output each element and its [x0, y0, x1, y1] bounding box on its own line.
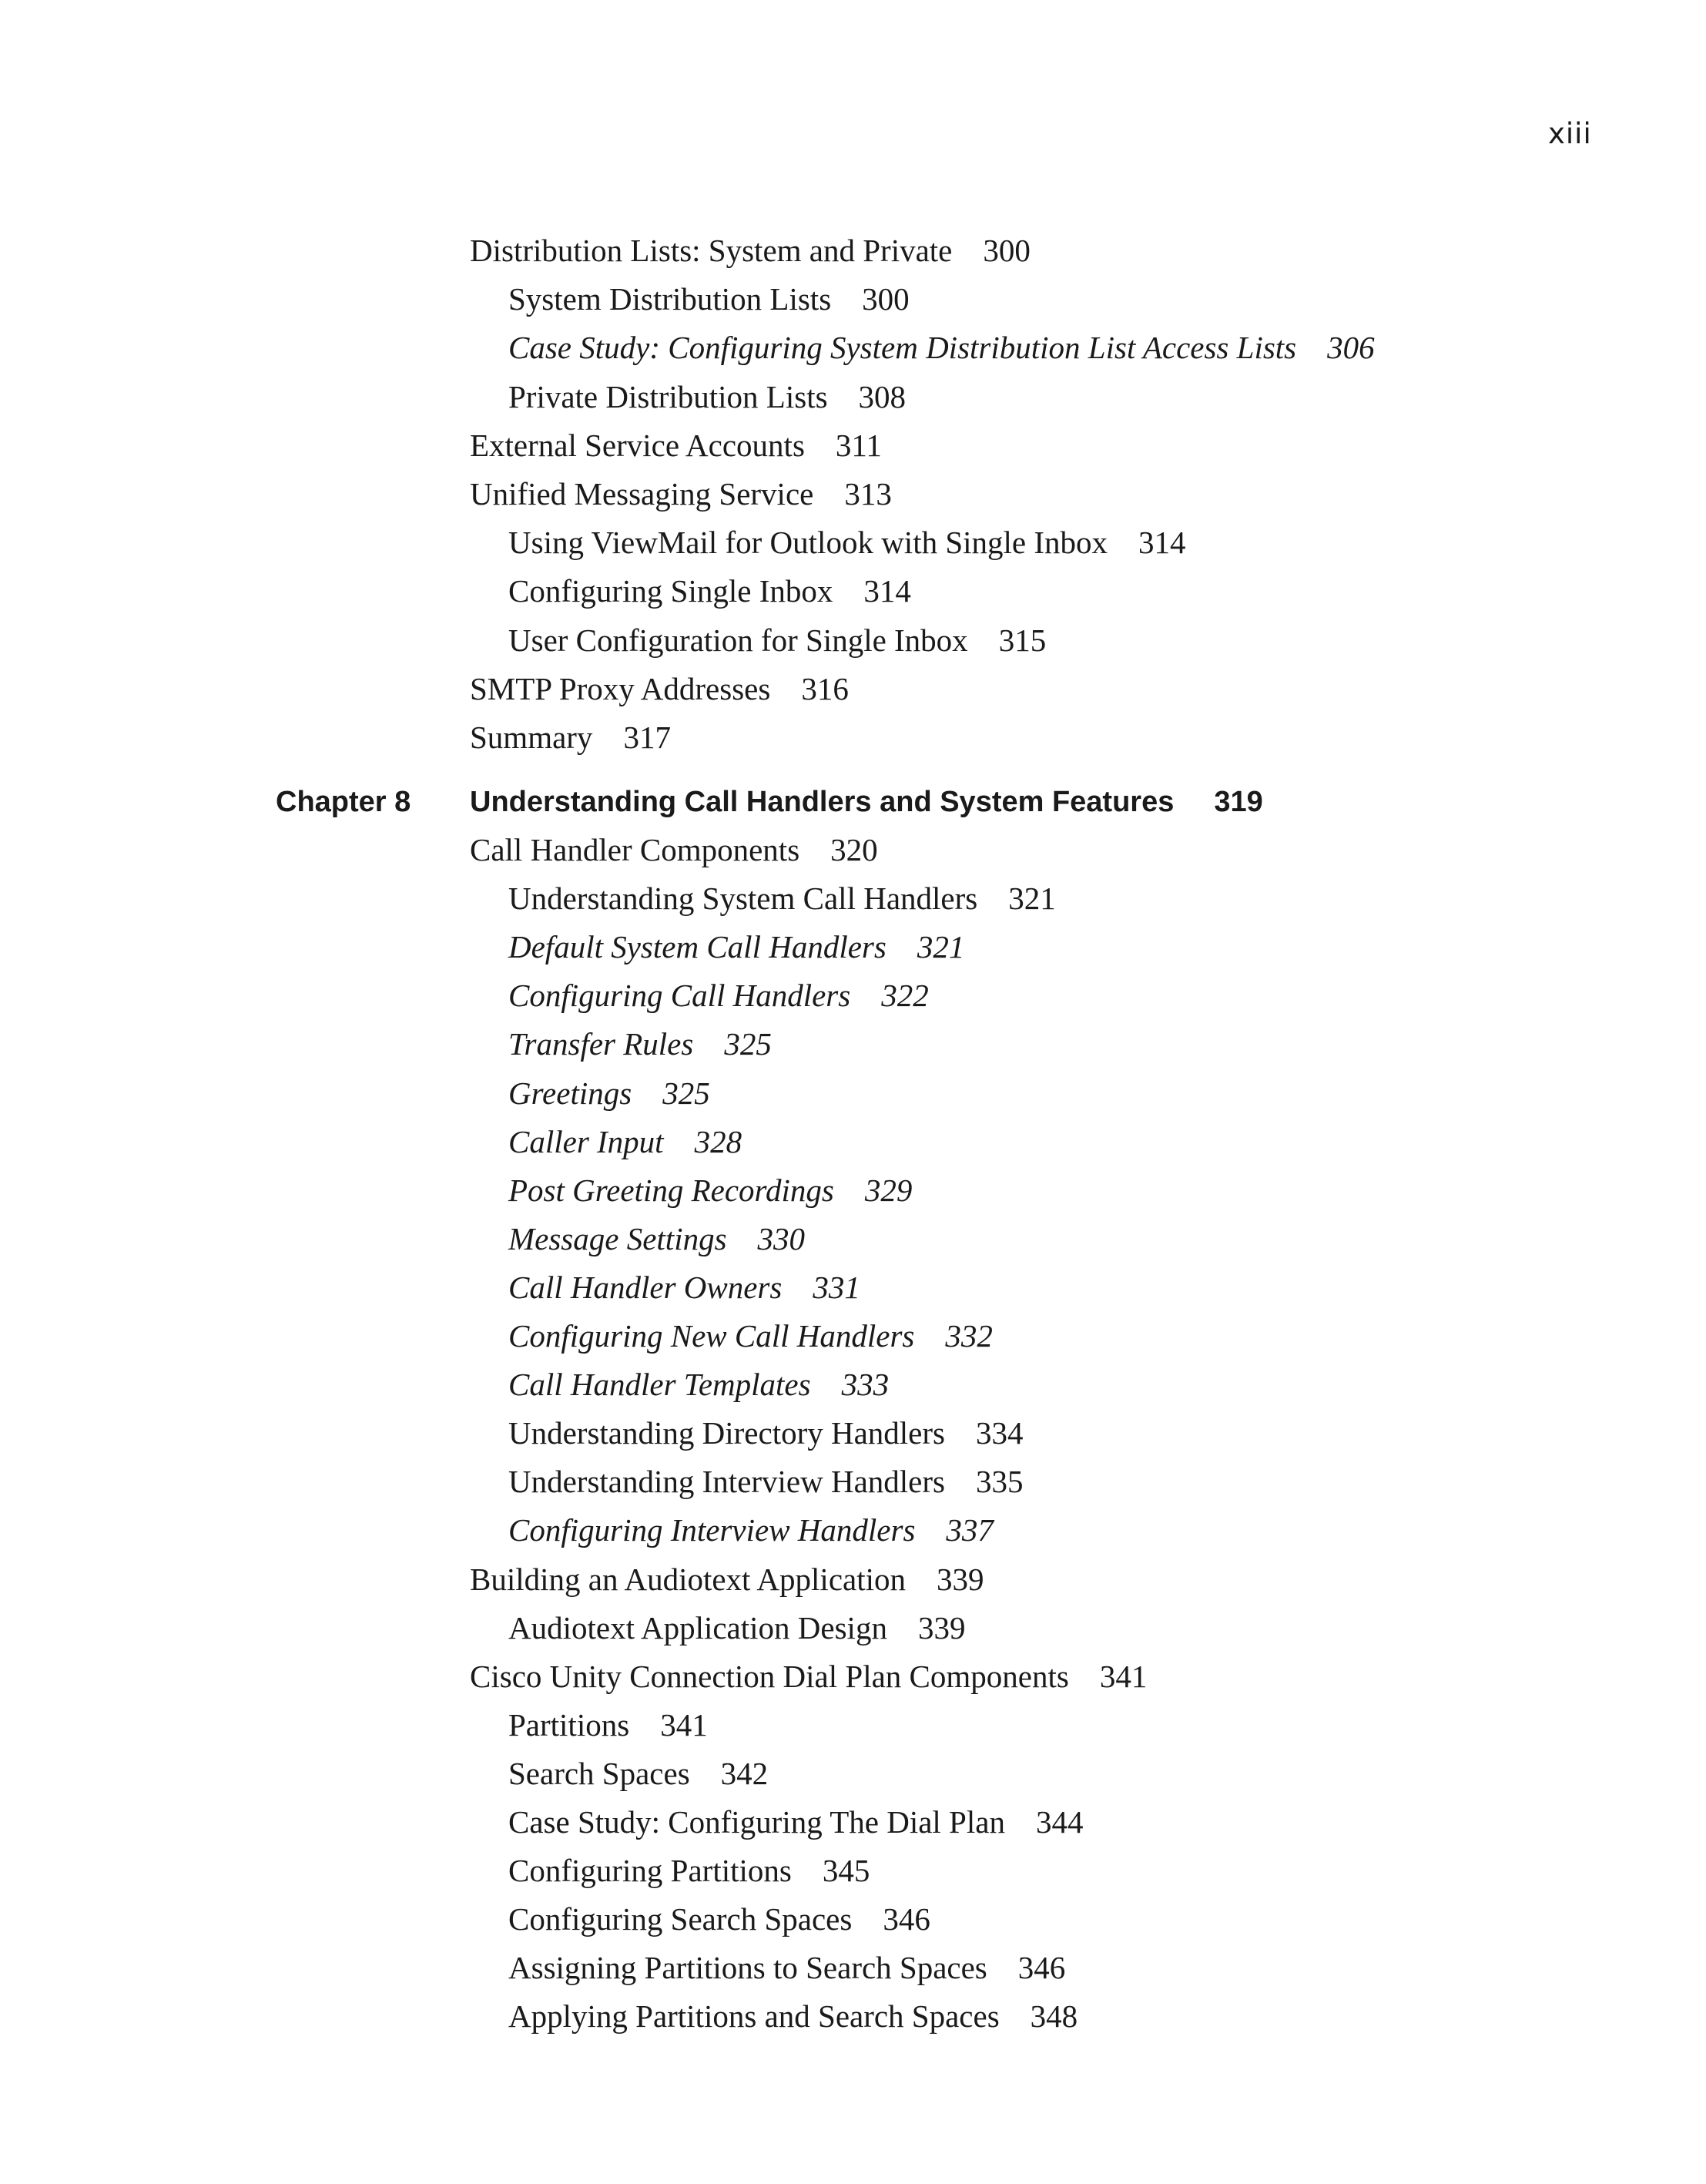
toc-entry-title: Applying Partitions and Search Spaces — [508, 1998, 1000, 2035]
toc-entry-title: Summary — [470, 720, 593, 755]
toc-entry-page: 344 — [1035, 1804, 1084, 1840]
toc-entry-title: Partitions — [508, 1706, 630, 1743]
toc-entry-title: Transfer Rules — [508, 1026, 694, 1062]
toc-entry — [508, 1754, 768, 1793]
toc-entry-page: 311 — [835, 427, 882, 463]
toc-entry — [508, 1948, 1065, 1987]
toc-entry-title: Understanding Interview Handlers — [508, 1464, 945, 1500]
toc-entry-page: 339 — [917, 1609, 966, 1646]
toc-entry-page: 341 — [1099, 1658, 1148, 1694]
toc-entry — [470, 669, 849, 708]
toc-entry-title: Greetings — [508, 1075, 632, 1111]
toc-entry-page: 328 — [694, 1123, 742, 1159]
toc-entry — [470, 231, 1031, 270]
toc-entry-title: Call Handler Templates — [508, 1367, 811, 1403]
toc-entry-page: 316 — [801, 670, 849, 706]
toc-entry-title: Configuring Single Inbox — [508, 573, 833, 609]
chapter-heading — [470, 783, 1263, 821]
toc-entry-page: 341 — [660, 1706, 708, 1743]
toc-entry — [470, 830, 878, 869]
toc-entry-title: SMTP Proxy Addresses — [470, 670, 771, 706]
toc-entry-page: 346 — [1017, 1950, 1066, 1986]
toc-entry-title: Message Settings — [508, 1220, 727, 1256]
toc-entry — [508, 1706, 708, 1744]
toc-entry-title: Building an Audiotext Application — [470, 1561, 906, 1597]
page-number: xiii — [1548, 117, 1592, 150]
toc-entry-page: 325 — [724, 1026, 772, 1062]
toc-entry-page: 345 — [822, 1853, 870, 1889]
toc-entry-page: 315 — [998, 622, 1047, 658]
toc-entry — [508, 572, 911, 610]
toc-entry-title: Default System Call Handlers — [508, 929, 887, 965]
toc-entry-title: External Service Accounts — [470, 427, 805, 463]
toc-entry — [508, 1219, 805, 1258]
toc-entry — [508, 928, 964, 966]
toc-entry-page: 321 — [1008, 881, 1056, 917]
toc-entry-page: 348 — [1030, 1998, 1078, 2035]
toc-entry-page: 314 — [863, 573, 911, 609]
toc-entry — [470, 718, 671, 757]
toc-entry-page: 342 — [720, 1755, 769, 1791]
toc-entry-title: Configuring New Call Handlers — [508, 1318, 915, 1354]
toc-entry-title: Configuring Interview Handlers — [508, 1512, 916, 1548]
toc-entry-title: Post Greeting Recordings — [508, 1172, 834, 1208]
toc-entry-page: 334 — [976, 1415, 1024, 1451]
toc-entry — [508, 976, 929, 1015]
toc-entry — [508, 1803, 1083, 1841]
toc-entry-title: Case Study: Configuring The Dial Plan — [508, 1804, 1005, 1840]
toc-entry-page: 332 — [945, 1318, 993, 1354]
toc-entry — [508, 1317, 993, 1355]
toc-entry-title: System Distribution Lists — [508, 281, 832, 317]
toc-entry — [508, 280, 910, 318]
toc-entry — [508, 1997, 1078, 2035]
toc-entry — [508, 523, 1186, 562]
toc-entry-page: 320 — [830, 832, 878, 867]
toc-entry-title: Private Distribution Lists — [508, 378, 828, 414]
toc-entry — [470, 475, 892, 513]
toc-entry — [508, 1025, 772, 1063]
toc-entry-page: 321 — [917, 929, 965, 965]
toc-entry-page: 325 — [662, 1075, 710, 1111]
toc-entry — [508, 1171, 912, 1209]
toc-entry — [508, 1074, 710, 1112]
toc-entry — [508, 1122, 742, 1161]
toc-entry — [508, 879, 1056, 918]
toc-entry-page: 306 — [1327, 330, 1375, 366]
toc-entry-page: 300 — [983, 233, 1031, 268]
toc-entry — [508, 1609, 965, 1647]
toc-entry-title: Caller Input — [508, 1123, 664, 1159]
toc-entry — [508, 1511, 994, 1549]
toc-entry-title: User Configuration for Single Inbox — [508, 622, 968, 658]
toc-entry-page: 346 — [883, 1901, 930, 1937]
toc-entry-page: 339 — [937, 1561, 984, 1597]
toc-entry-page: 331 — [813, 1269, 860, 1305]
toc-entry-page: 335 — [976, 1464, 1024, 1500]
toc-entry-title: Call Handler Components — [470, 832, 800, 867]
toc-entry-title: Using ViewMail for Outlook with Single Inbox — [508, 525, 1108, 561]
toc-entry-page: 313 — [844, 476, 892, 512]
toc-entry — [508, 377, 906, 416]
toc-entry — [508, 1268, 860, 1307]
toc-entry-page: 330 — [757, 1220, 806, 1256]
toc-entry — [470, 1560, 984, 1599]
chapter-page: 319 — [1214, 786, 1263, 818]
toc-entry-title: Cisco Unity Connection Dial Plan Components — [470, 1658, 1069, 1694]
toc-entry-page: 300 — [862, 281, 910, 317]
toc-entry — [508, 1851, 870, 1890]
toc-entry-page: 337 — [946, 1512, 994, 1548]
toc-entry-title: Unified Messaging Service — [470, 476, 814, 512]
toc-entry-title: Audiotext Application Design — [508, 1609, 887, 1646]
toc-entry-title: Case Study: Configuring System Distribution List Access Lists — [508, 330, 1297, 366]
toc-entry-page: 308 — [858, 378, 907, 414]
toc-entry — [508, 621, 1046, 659]
toc-entry-page: 329 — [864, 1172, 913, 1208]
toc-entry-title: Understanding Directory Handlers — [508, 1415, 945, 1451]
toc-entry — [508, 1462, 1024, 1501]
toc-entry-title: Distribution Lists: System and Private — [470, 233, 953, 268]
toc-entry-page: 317 — [623, 720, 671, 755]
toc-entry-page: 322 — [881, 978, 929, 1014]
toc-entry-page: 314 — [1138, 525, 1186, 561]
toc-entry-page: 333 — [841, 1367, 890, 1403]
chapter-title: Understanding Call Handlers and System Features — [470, 786, 1175, 818]
chapter-label: Chapter 8 — [276, 786, 411, 818]
toc-entry-title: Search Spaces — [508, 1755, 690, 1791]
toc-entry — [508, 328, 1375, 367]
toc-entry — [508, 1365, 889, 1404]
toc-entry-title: Configuring Call Handlers — [508, 978, 851, 1014]
toc-entry — [508, 1414, 1024, 1452]
toc-entry-title: Understanding System Call Handlers — [508, 881, 978, 917]
toc-entry — [470, 1657, 1147, 1696]
toc-entry — [508, 1900, 930, 1938]
toc-entry-title: Configuring Search Spaces — [508, 1901, 853, 1937]
toc-entry — [470, 426, 882, 465]
toc-entry-title: Assigning Partitions to Search Spaces — [508, 1950, 987, 1986]
toc-entry-title: Configuring Partitions — [508, 1853, 792, 1889]
toc-entry-title: Call Handler Owners — [508, 1269, 783, 1305]
